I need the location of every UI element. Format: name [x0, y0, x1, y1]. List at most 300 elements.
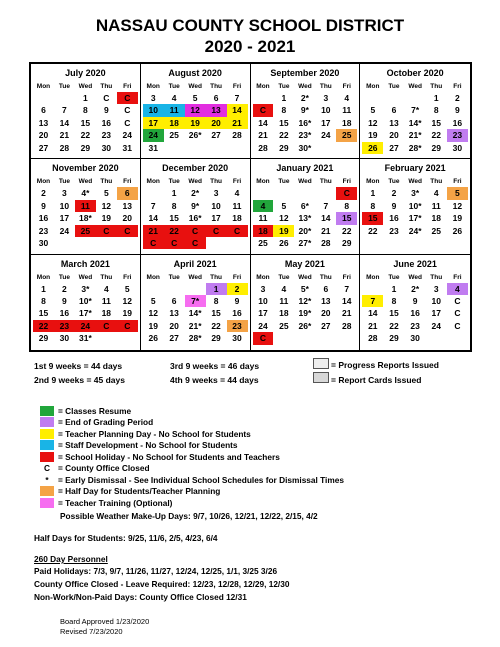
day-cell: 1	[83, 93, 88, 103]
day-cell: 16	[410, 308, 420, 319]
day-cell: 6	[391, 105, 397, 116]
day-cell: 4	[281, 283, 287, 294]
weekday-header: Wed	[78, 178, 93, 186]
day-cell: 29	[211, 333, 221, 344]
day-cell: 17	[59, 213, 70, 224]
day-cell: 21	[342, 308, 352, 319]
day-cell: 30*	[298, 142, 312, 153]
legend-swatch	[40, 429, 54, 439]
day-cell: 2	[391, 188, 397, 199]
day-cell: 3	[433, 283, 439, 294]
day-cell: 14*	[188, 308, 202, 319]
day-cell: 24	[321, 130, 331, 141]
day-cell: 10	[211, 200, 221, 211]
day-cell: 1	[391, 283, 397, 294]
day-cell: 1	[41, 283, 46, 294]
day-cell: C	[206, 225, 227, 237]
day-cell: 2	[41, 188, 46, 199]
day-cell: 3*	[411, 188, 420, 199]
day-cell: 9*	[191, 200, 200, 211]
day-cell: 11	[342, 105, 352, 116]
legend-text: = Teacher Planning Day - No School for Students	[58, 428, 251, 439]
day-cell: 17	[143, 117, 164, 129]
day-cell: 28	[232, 130, 242, 141]
day-cell: 4	[171, 93, 177, 103]
day-cell: 18	[431, 213, 441, 224]
day-cell: 16	[389, 213, 399, 224]
day-cell: 12	[279, 213, 289, 224]
legend-text: = Teacher Training (Optional)	[58, 497, 173, 508]
day-cell: 6	[171, 296, 177, 307]
legend-swatch	[40, 452, 54, 462]
day-cell: 7*	[185, 295, 206, 307]
day-cell	[447, 332, 468, 344]
day-cell: 5*	[300, 283, 309, 294]
weekday-header: Fri	[232, 178, 242, 186]
weekday-header: Thu	[100, 178, 113, 186]
day-cell: 6	[323, 283, 329, 294]
day-cell: 11	[232, 200, 242, 211]
day-cell: 30	[232, 333, 242, 344]
day-cell: 5	[103, 188, 109, 199]
legend-item	[40, 486, 220, 497]
day-cell	[383, 92, 404, 104]
day-cell: 8	[41, 296, 46, 307]
day-cell	[315, 142, 336, 154]
day-cell	[96, 237, 117, 249]
weekday-header: Mon	[256, 178, 270, 186]
day-cell	[164, 142, 185, 154]
month-name: December 2020	[162, 163, 229, 174]
day-cell: 9	[455, 105, 460, 116]
day-cell: 31*	[78, 333, 92, 344]
day-cell: C	[253, 332, 274, 344]
day-cell: 19	[273, 225, 294, 237]
day-cell: 12	[101, 200, 112, 211]
day-cell: 26	[279, 237, 289, 248]
day-cell: 1	[370, 188, 376, 199]
day-cell: 5	[192, 93, 198, 103]
day-cell: 9	[391, 200, 397, 211]
day-cell: 25	[258, 237, 268, 248]
day-cell	[206, 237, 227, 249]
day-cell: C	[336, 187, 357, 199]
weekday-header: Tue	[278, 178, 290, 186]
day-cell: 16	[101, 117, 112, 128]
day-cell: 7	[150, 200, 156, 211]
weekday-header: Mon	[36, 83, 51, 90]
month-days	[362, 81, 468, 154]
day-cell	[426, 237, 447, 249]
day-cell: 5	[124, 283, 130, 294]
weekday-header: Tue	[388, 178, 400, 186]
day-cell: 13	[38, 117, 49, 128]
day-cell: C	[143, 237, 164, 249]
day-cell	[383, 237, 404, 249]
day-cell: 2	[62, 283, 67, 294]
day-cell: 27	[321, 320, 331, 331]
day-cell: 30	[101, 142, 112, 153]
legend-swatch	[40, 417, 54, 427]
day-cell: 13	[122, 200, 132, 211]
day-cell	[185, 142, 206, 154]
weekday-header: Tue	[168, 273, 180, 281]
day-cell: 10	[258, 296, 268, 307]
day-cell: 26	[148, 333, 158, 344]
day-cell: 27*	[298, 237, 312, 248]
month-days	[253, 81, 358, 154]
weekday-header: Mon	[366, 273, 380, 281]
day-cell: 15	[336, 212, 357, 224]
day-cell: 3	[62, 188, 67, 199]
day-cell: 3*	[81, 283, 90, 294]
day-cell: 25	[336, 129, 357, 141]
day-cell: 11	[279, 296, 289, 307]
month-days	[362, 176, 468, 249]
weekday-header: Mon	[366, 178, 380, 186]
day-cell: 29	[389, 333, 399, 344]
month-block	[141, 159, 251, 254]
day-cell: 22	[342, 225, 352, 236]
day-cell: 9	[62, 296, 67, 307]
legend-item	[40, 451, 280, 462]
day-cell	[253, 187, 274, 199]
day-cell: 17*	[78, 308, 92, 319]
day-cell: 8	[281, 105, 287, 116]
weekday-header: Wed	[408, 273, 422, 281]
day-cell: C	[117, 225, 138, 237]
day-cell: C	[164, 237, 185, 249]
day-cell	[315, 332, 336, 344]
day-cell	[336, 142, 357, 154]
weekday-header: Thu	[100, 83, 113, 90]
day-cell	[54, 237, 75, 249]
day-cell: 1	[206, 283, 227, 295]
day-cell: 19	[185, 117, 206, 129]
day-cell: 23	[410, 320, 420, 331]
month-block	[251, 64, 361, 159]
legend-text: = Half Day for Students/Teacher Planning	[58, 486, 221, 496]
month-block	[31, 255, 141, 350]
legend-swatch	[40, 498, 54, 508]
district-title: NASSAU COUNTY SCHOOL DISTRICT	[95, 16, 405, 35]
weekday-header: Mon	[366, 83, 380, 90]
day-cell: 12	[122, 296, 132, 307]
weekday-header: Mon	[256, 83, 270, 90]
day-cell: 27	[38, 142, 49, 153]
day-cell: 18	[101, 308, 112, 319]
personnel-heading: 260 Day Personnel	[34, 554, 108, 564]
day-cell: 14	[148, 213, 158, 224]
day-cell: 9	[412, 296, 418, 307]
fourth-nine-weeks: 4th 9 weeks = 44 days	[170, 375, 259, 385]
day-cell: 19	[368, 130, 378, 141]
weekday-header: Wed	[188, 83, 202, 90]
month-name: September 2020	[270, 68, 340, 78]
legend-symbol: C	[44, 463, 50, 473]
legend-item	[40, 417, 153, 428]
day-cell: 21	[143, 225, 164, 237]
day-cell: 5	[447, 187, 468, 199]
day-cell: C	[185, 237, 206, 249]
day-cell: 11	[164, 104, 185, 116]
day-cell: C	[454, 296, 461, 307]
day-cell: 15	[279, 117, 289, 128]
legend-item	[40, 428, 251, 439]
day-cell: 10	[321, 105, 331, 116]
day-cell: 14*	[408, 117, 422, 128]
day-cell: 14	[227, 104, 248, 116]
day-cell: 25	[279, 320, 289, 331]
weekday-header: Wed	[408, 178, 422, 186]
month-block	[251, 255, 361, 350]
day-cell: 17	[211, 213, 221, 224]
day-cell: 14	[321, 213, 331, 224]
weekday-header: Fri	[342, 83, 351, 90]
day-cell	[273, 187, 294, 199]
day-cell: 10*	[408, 200, 422, 211]
legend-text: = County Office Closed	[58, 463, 150, 473]
month-days	[143, 272, 248, 345]
day-cell: 8	[433, 105, 439, 116]
day-cell: 30	[410, 333, 420, 344]
weekday-header: Fri	[232, 83, 242, 90]
day-cell: 4	[103, 283, 109, 294]
weekday-header: Tue	[388, 83, 400, 90]
day-cell: 15	[211, 308, 221, 319]
day-cell: 4	[253, 200, 274, 212]
day-cell: 13	[389, 117, 399, 128]
report-card-label: = Report Cards Issued	[331, 375, 422, 385]
report-card-box	[313, 372, 329, 383]
month-block	[251, 159, 361, 254]
day-cell: 16	[38, 213, 49, 224]
day-cell: 9	[103, 105, 109, 116]
day-cell	[143, 187, 164, 199]
legend-swatch	[40, 406, 54, 416]
day-cell: 20	[122, 213, 132, 224]
weekday-header: Thu	[319, 178, 332, 186]
month-days	[143, 176, 248, 249]
day-cell	[294, 332, 315, 344]
day-cell: 23*	[298, 130, 312, 141]
first-nine-weeks: 1st 9 weeks = 44 days	[34, 361, 123, 371]
calendar-grid	[29, 62, 472, 352]
weekday-header: Fri	[123, 273, 132, 281]
day-cell	[447, 237, 468, 249]
day-cell: 28*	[188, 333, 202, 344]
weekday-header: Fri	[342, 273, 351, 281]
day-cell: 24	[143, 129, 164, 141]
day-cell: 13	[321, 296, 331, 307]
weekday-header: Wed	[188, 273, 202, 281]
day-cell: 2	[227, 283, 248, 295]
day-cell: 12	[452, 200, 463, 211]
day-cell: 30	[452, 142, 463, 153]
weekday-header: Thu	[430, 83, 443, 90]
day-cell: 18	[253, 225, 274, 237]
day-cell	[405, 237, 426, 249]
day-cell: 9	[234, 296, 240, 307]
weekday-header: Fri	[453, 273, 462, 281]
weekday-header: Fri	[123, 178, 132, 186]
weekday-header: Thu	[430, 273, 443, 281]
day-cell: 25	[431, 225, 441, 236]
legend-item	[40, 474, 344, 485]
weekday-header: Mon	[256, 273, 270, 281]
day-cell: 16*	[298, 117, 312, 128]
day-cell: 27	[169, 333, 179, 344]
day-cell: 10	[59, 200, 70, 211]
weekday-header: Tue	[388, 273, 400, 281]
day-cell: 23	[101, 130, 112, 141]
day-cell: 6*	[300, 200, 309, 211]
day-cell: C	[185, 225, 206, 237]
weekday-header: Fri	[123, 83, 132, 90]
day-cell: 23	[447, 129, 468, 141]
day-cell: 21*	[188, 320, 202, 331]
day-cell	[273, 332, 294, 344]
month-block	[141, 64, 251, 159]
day-cell: 2*	[300, 93, 309, 103]
day-cell: 28	[342, 320, 352, 331]
day-cell: C	[124, 117, 131, 128]
makeup-days: Possible Weather Make-Up Days: 9/7, 10/26, 12/21, 12/22, 2/15, 4/2	[60, 511, 318, 521]
day-cell: 22	[164, 225, 185, 237]
progress-report-box	[313, 358, 329, 369]
day-cell: 22	[431, 130, 441, 141]
day-cell: 16	[59, 308, 70, 319]
day-cell: 12*	[298, 296, 312, 307]
day-cell: 3	[213, 188, 219, 199]
day-cell: 6	[41, 105, 46, 116]
day-cell: 26*	[188, 130, 202, 141]
day-cell	[185, 283, 206, 295]
day-cell: 18	[279, 308, 289, 319]
day-cell	[54, 92, 75, 104]
non-work-days: Non-Work/Non-Paid Days: County Office Closed 12/31	[34, 592, 247, 602]
day-cell: 24	[122, 130, 132, 141]
day-cell: 10	[143, 104, 164, 116]
day-cell	[426, 332, 447, 344]
day-cell: 13	[169, 308, 179, 319]
day-cell: 24	[59, 225, 70, 236]
day-cell: 8	[344, 200, 350, 211]
legend-swatch	[40, 486, 54, 496]
day-cell	[143, 283, 164, 295]
day-cell: C	[117, 320, 138, 332]
day-cell: 21	[227, 117, 248, 129]
month-days	[33, 176, 138, 249]
legend-item	[40, 497, 172, 508]
weekday-header: Fri	[453, 83, 462, 90]
day-cell: 22	[80, 130, 91, 141]
day-cell: 20	[169, 320, 179, 331]
month-days	[143, 81, 248, 154]
half-days: Half Days for Students: 9/25, 11/6, 2/5, 4/23, 6/4	[34, 533, 218, 543]
day-cell: 26*	[298, 320, 312, 331]
day-cell: 23	[38, 225, 49, 236]
day-cell: 21	[59, 130, 70, 141]
day-cell: C	[117, 92, 138, 104]
legend-text: = End of Grading Period	[58, 417, 154, 427]
day-cell	[227, 237, 248, 249]
day-cell: 17	[321, 117, 331, 128]
day-cell: 17	[431, 308, 441, 319]
weekday-header: Wed	[298, 83, 312, 90]
day-cell: 17	[258, 308, 268, 319]
day-cell	[117, 237, 138, 249]
day-cell: 7	[344, 283, 350, 294]
day-cell: 4	[234, 188, 240, 199]
day-cell: 5	[150, 296, 156, 307]
weekday-header: Thu	[430, 178, 443, 186]
day-cell: 5	[281, 200, 287, 211]
day-cell: 12	[185, 104, 206, 116]
day-cell	[227, 142, 248, 154]
day-cell: 2*	[191, 188, 200, 199]
weekday-header: Thu	[319, 83, 332, 90]
day-cell: 28	[321, 237, 331, 248]
day-cell: 21	[368, 320, 378, 331]
day-cell: C	[96, 225, 117, 237]
weekday-header: Wed	[188, 178, 202, 186]
day-cell: 27	[211, 130, 221, 141]
legend-text: = School Holiday - No School for Students and Teachers	[58, 451, 280, 462]
day-cell: 14	[368, 308, 378, 319]
day-cell: 6	[117, 187, 138, 199]
day-cell: 24	[431, 320, 441, 331]
weekday-header: Thu	[210, 83, 223, 90]
day-cell: 22	[279, 130, 289, 141]
day-cell	[75, 237, 96, 249]
day-cell: 15	[362, 212, 383, 224]
month-name: August 2020	[168, 68, 222, 78]
month-days	[362, 272, 468, 345]
day-cell: 24	[258, 320, 268, 331]
month-block	[31, 159, 141, 254]
weekday-header: Mon	[36, 178, 51, 186]
legend-item	[40, 463, 150, 474]
weekday-header: Mon	[36, 273, 51, 281]
third-nine-weeks: 3rd 9 weeks = 46 days	[170, 361, 260, 371]
day-cell: 23	[227, 320, 248, 332]
day-cell: 4	[433, 188, 439, 199]
day-cell: 25	[169, 130, 179, 141]
day-cell	[206, 142, 227, 154]
weekday-header: Tue	[58, 273, 70, 281]
day-cell: 30	[59, 333, 70, 344]
day-cell: 15	[389, 308, 399, 319]
month-name: April 2021	[173, 258, 217, 269]
day-cell: 7	[234, 93, 240, 103]
day-cell: 14	[342, 296, 352, 307]
weekday-header: Thu	[319, 273, 332, 281]
day-cell: 15	[431, 117, 441, 128]
month-name: October 2020	[386, 68, 444, 78]
day-cell: 11	[75, 200, 96, 212]
day-cell: 29	[431, 142, 441, 153]
month-block	[360, 159, 470, 254]
day-cell: 18	[232, 213, 242, 224]
day-cell: 15	[169, 213, 179, 224]
day-cell: 9*	[300, 105, 309, 116]
day-cell: 23	[389, 225, 399, 236]
day-cell	[362, 283, 383, 295]
day-cell: 27	[389, 142, 399, 153]
day-cell: 7	[62, 105, 67, 116]
day-cell: 29	[342, 237, 352, 248]
